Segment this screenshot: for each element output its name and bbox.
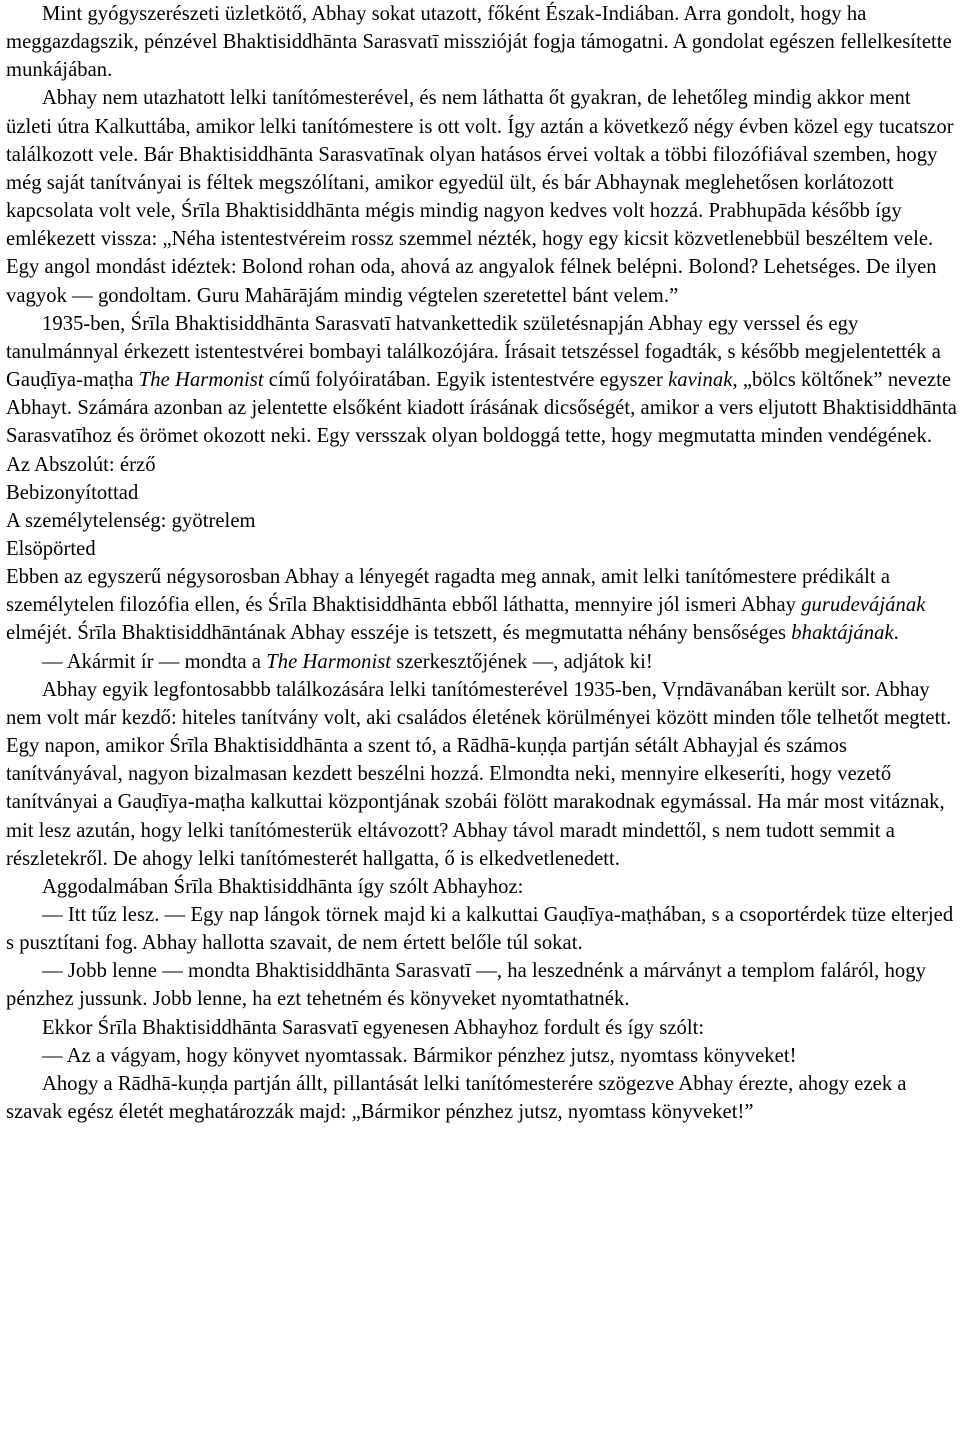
paragraph-text: Ekkor Śrīla Bhaktisiddhānta Sarasvatī egyenesen Abhayhoz fordult és így szólt: — [42, 1016, 705, 1039]
paragraph-text: Mint gyógyszerészeti üzletkötő, Abhay sokat utazott, főként Észak-Indiában. Arra gondolt, hogy ha meggazdagszik, pénzével Bhaktisiddhānta Sarasvatī misszióját fogja támogatni. A gondolat egészen fellelkesítette munkájában. — [6, 3, 952, 82]
paragraph-text: szerkesztőjének —, adjátok ki! — [391, 650, 653, 673]
paragraph-text: elméjét. Śrīla Bhaktisiddhāntának Abhay esszéje is tetszett, és megmutatta néhány bensőséges — [6, 622, 792, 645]
paragraph-text: 1935-ben, Śrīla Bhaktisiddhānta Sarasvatī hatvankettedik születésnapján Abhay egy verssel és egy tanulmánnyal érkezett istentestvérei bombayi találkozójára. Írásait tetszéssel fogadták, s később megjelentették a Gauḍīya-maṭha — [6, 312, 941, 392]
poem-line: Bebizonyítottad — [6, 481, 139, 504]
paragraph-text: — Itt tűz lesz. — Egy nap lángok törnek majd ki a kalkuttai Gauḍīya-maṭhában, s a csoportérdek tüze elterjed s pusztítani fog. Abhay hallotta szavait, de nem értett belőle túl sokat. — [6, 904, 954, 955]
italic-text: bhaktájának — [791, 622, 894, 645]
paragraph — [6, 1014, 958, 1042]
paragraph — [6, 0, 958, 84]
italic-text: gurudevájának — [801, 594, 926, 617]
paragraph-text: Ahogy a Rādhā-kuṇḍa partján állt, pillantását lelki tanítómesterére szögezve Abhay érezte, ahogy ezek a szavak egész életét meghatározzák majd: „Bármikor pénzhez jutsz, nyomtass könyveket!” — [6, 1072, 907, 1124]
italic-text: kavinak — [668, 369, 733, 392]
paragraph — [6, 563, 958, 647]
italic-text: The Harmonist — [266, 650, 392, 673]
paragraph-text: . — [893, 622, 899, 645]
paragraph-text: Abhay egyik legfontosabbb találkozására lelki tanítómesterével 1935-ben, Vṛndāvanában került sor. Abhay nem volt már kezdő: hiteles tanítvány volt, aki családos életének körülményei között minden tőle telhetőt megtett. Egy napon, amikor Śrīla Bhaktisiddhānta a szent tó, a Rādhā-kuṇḍa partján sétált Abhayjal és számos tanítványával, nagyon bizalmasan kezdett beszélni hozzá. Elmondta neki, mennyire elkeseríti, hogy vezető tanítványai a Gauḍīya-maṭha kalkuttai központjának szobái fölött marakodnak egymással. Ha már most vitáznak, mit lesz azután, hogy lelki tanítómesterük eltávozott? Abhay távol maradt mindettől, s nem tudott semmit a részletekről. De ahogy lelki tanítómesterét hallgatta, ő is elkedvetlenedett. — [6, 678, 952, 870]
paragraph — [6, 1042, 958, 1070]
paragraph — [6, 648, 958, 676]
document-page — [6, 0, 958, 1126]
paragraph-text: — Akármit ír — mondta a — [42, 650, 267, 673]
poem-line: A személytelenség: gyötrelem — [6, 509, 256, 532]
paragraph-text: Aggodalmában Śrīla Bhaktisiddhānta így szólt Abhayhoz: — [42, 875, 524, 898]
paragraph-text: — Az a vágyam, hogy könyvet nyomtassak. Bármikor pénzhez jutsz, nyomtass könyveket! — [42, 1044, 797, 1067]
paragraph — [6, 84, 958, 309]
italic-text: The Harmonist — [138, 369, 264, 392]
paragraph — [6, 310, 958, 451]
poem-block — [6, 451, 958, 564]
paragraph-text: című folyóiratában. Egyik istentestvére egyszer — [263, 369, 669, 392]
paragraph — [6, 873, 958, 901]
paragraph — [6, 1070, 958, 1126]
paragraph — [6, 901, 958, 957]
text-section-before-poem — [6, 0, 958, 451]
text-section-after-poem — [6, 563, 958, 1126]
paragraph-text: , „bölcs költőnek” nevezte Abhayt. Számára azonban az jelentette elsőként kiadott írásának dicsőségét, amikor a vers eljutott Bhaktisiddhānta Sarasvatīhoz és örömet okozott neki. Egy versszak olyan boldoggá tette, hogy megmutatta minden vendégének. — [6, 369, 957, 448]
paragraph — [6, 957, 958, 1013]
paragraph-text: Abhay nem utazhatott lelki tanítómesterével, és nem láthatta őt gyakran, de lehetőleg mindig akkor ment üzleti útra Kalkuttába, amikor lelki tanítómestere is ott volt. Így aztán a következő négy évben közel egy tucatszor találkozott vele. Bár Bhaktisiddhānta Sarasvatīnak olyan hatásos érvei voltak a többi filozófiával szemben, hogy még saját tanítványai is féltek megszólítani, amikor egyedül ült, és bár Abhaynak meglehetősen korlátozott kapcsolata volt vele, Śrīla Bhaktisiddhānta mégis mindig nagyon kedves volt hozzá. Prabhupāda később így emlékezett vissza: „Néha istentestvéreim rossz szemmel nézték, hogy egy kicsit közvetlenebbül beszéltem vele. Egy angol mondást idéztek: Bolond rohan oda, ahová az angyalok félnek belépni. Bolond? Lehetséges. De ilyen vagyok — gondoltam. Guru Mahārājám mindig végtelen szeretettel bánt velem.” — [6, 87, 954, 307]
paragraph — [6, 676, 958, 873]
poem-line: Elsöpörted — [6, 537, 96, 560]
paragraph-text: Ebben az egyszerű négysorosban Abhay a lényegét ragadta meg annak, amit lelki tanítómestere prédikált a személytelen filozófia ellen, és Śrīla Bhaktisiddhānta ebből láthatta, mennyire jól ismeri Abhay — [6, 566, 891, 617]
paragraph-text: — Jobb lenne — mondta Bhaktisiddhānta Sarasvatī —, ha leszednénk a márványt a templom faláról, hogy pénzhez jussunk. Jobb lenne, ha ezt tehetném és könyveket nyomtathatnék. — [6, 960, 926, 1011]
poem-line: Az Abszolút: érző — [6, 453, 156, 476]
